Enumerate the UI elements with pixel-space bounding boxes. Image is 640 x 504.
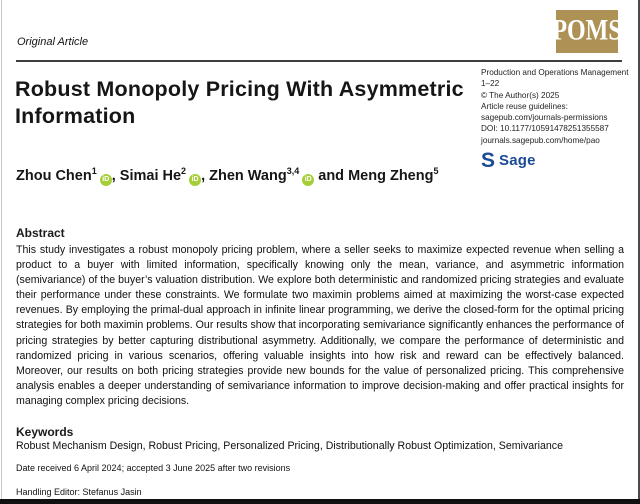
received-accepted-dates: Date received 6 April 2024; accepted 3 June 2025 after two revisions	[16, 463, 291, 473]
handling-editor-line: Handling Editor: Stefanus Jasin	[16, 487, 142, 497]
abstract-heading: Abstract	[16, 226, 65, 240]
author-separator: ,	[201, 167, 210, 184]
sage-wordmark: Sage	[499, 152, 536, 170]
sage-s-icon: S	[481, 149, 496, 173]
article-type-label: Original Article	[17, 36, 89, 48]
author-affiliation-sup: 2	[181, 166, 187, 176]
author-name: Meng Zheng	[348, 167, 434, 184]
copyright-line: © The Author(s) 2025	[481, 90, 560, 100]
reuse-guidelines-link[interactable]: sagepub.com/journals-permissions	[481, 113, 608, 123]
bottom-rule	[0, 499, 640, 504]
author-byline	[16, 166, 438, 186]
page-title: Robust Monopoly Pricing With Asymmetric Information	[15, 77, 464, 128]
journal-pages: 1–22	[481, 79, 500, 89]
orcid-icon[interactable]: iD	[100, 174, 112, 186]
author-name: Simai He	[119, 167, 182, 184]
journal-homepage-link[interactable]: journals.sagepub.com/home/pao	[481, 135, 600, 145]
keywords-heading: Keywords	[16, 425, 74, 439]
author-separator: ,	[111, 167, 120, 184]
poms-logo-text: POMS	[552, 14, 622, 48]
author-affiliation-sup: 1	[91, 166, 97, 176]
sage-publisher-logo	[481, 151, 637, 171]
keywords-list: Robust Mechanism Design, Robust Pricing, Personalized Pricing, Distributionally Robust Optimization, Semivariance	[16, 440, 563, 452]
orcid-icon[interactable]: iD	[189, 174, 201, 186]
author-name: Zhen Wang	[209, 167, 287, 184]
journal-metadata	[481, 67, 637, 171]
poms-journal-logo	[552, 10, 622, 53]
header-divider	[16, 60, 622, 62]
abstract-text: This study investigates a robust monopoly pricing problem, where a seller seeks to maximize expected revenue when selling a product to a buyer with limited information, specifically knowing only the mean, variance, and asymmetric information (semivariance) of the buyer’s valuation distribution. We explore both deterministic and randomized pricing strategies and evaluate their performance under these constraints. We formulate two maximin problems aimed at maximizing the worst-case expected revenues. By employing the primal-dual approach in infinite linear programming, we derive the closed-form for the optimal pricing strategies for both maximin problems. Our results show that incorporating semivariance significantly enhances the performance of pricing strategies by better capturing distributional asymmetry. Additionally, we compare the performance of deterministic and randomized pricing in various scenarios, offering valuable insights into how risk and reward can be effectively balanced. Moreover, our results on both pricing strategies provide new bounds for the value of personalized pricing. This comprehensive analysis enables a deeper understanding of semivariance information to improve decision-making and offer practical insights for managing complex pricing decisions.	[16, 244, 624, 407]
doi-line[interactable]: DOI: 10.1177/10591478251355587	[481, 124, 609, 134]
reuse-label: Article reuse guidelines:	[481, 101, 568, 111]
author-name: Zhou Chen	[16, 167, 92, 184]
author-affiliation-sup: 5	[433, 166, 439, 176]
orcid-icon[interactable]: iD	[302, 174, 314, 186]
author-affiliation-sup: 3,4	[286, 166, 300, 176]
page-left-edge	[1, 0, 2, 504]
journal-name: Production and Operations Management	[481, 68, 629, 77]
author-separator: and	[314, 167, 349, 184]
